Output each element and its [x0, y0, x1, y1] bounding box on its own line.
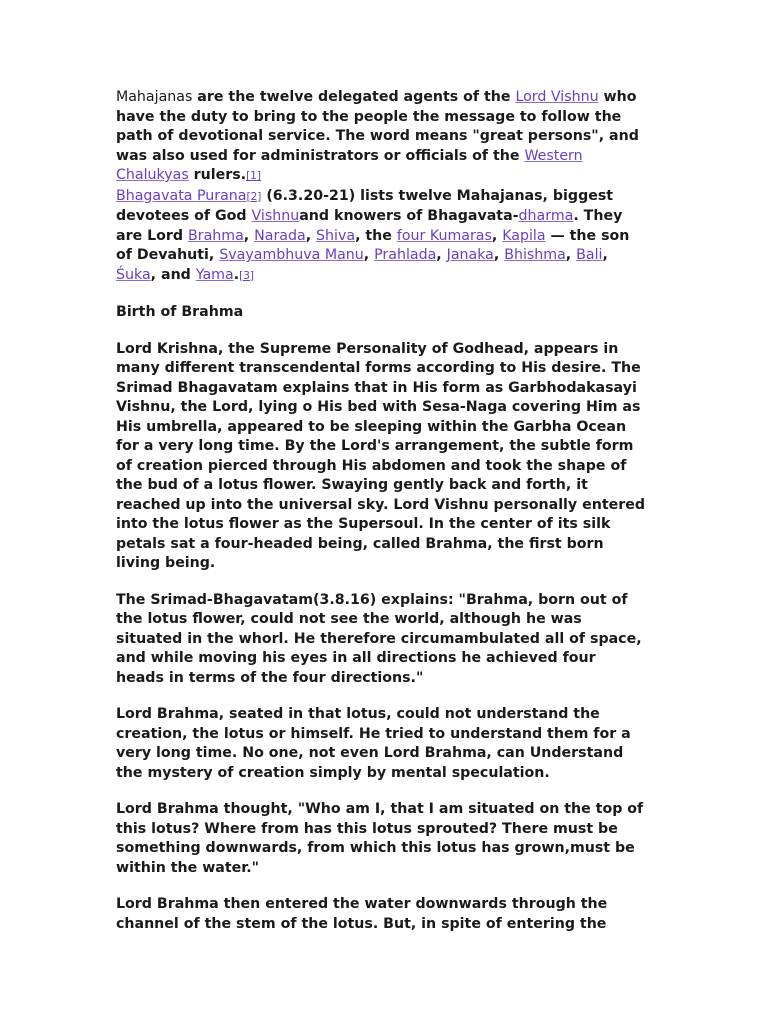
intro-paragraph: [116, 88, 648, 286]
link-yama[interactable]: Yama: [195, 266, 234, 283]
paragraph-brahma-understanding: Lord Brahma, seated in that lotus, could not understand the creation, the lotus or himself. He tried to understand them for a very long time. No one, not even Lord Brahma, can Understand the mystery of creation simply by mental speculation.: [116, 706, 631, 781]
link-dharma[interactable]: dharma: [518, 208, 574, 224]
link-janaka[interactable]: Janaka: [446, 247, 494, 263]
link-prahlada[interactable]: Prahlada: [374, 247, 437, 263]
ref-3-link[interactable]: [3]: [239, 269, 254, 282]
intro-text: rulers.: [188, 167, 247, 183]
link-suka[interactable]: Śuka: [116, 266, 151, 283]
link-shiva[interactable]: Shiva: [316, 227, 356, 244]
link-bhishma[interactable]: Bhishma: [504, 247, 566, 263]
intro-text: who have the duty to bring to the people the message to follow the path of devotional service. The word means "great persons", and was also used for administrators or officials of the: [116, 89, 639, 164]
link-bhagavata-purana[interactable]: Bhagavata Purana: [116, 187, 247, 204]
ref-2-link[interactable]: [2]: [246, 190, 262, 203]
link-four-kumaras[interactable]: four Kumaras: [396, 227, 492, 244]
separator: ,: [436, 247, 447, 263]
link-bali[interactable]: Bali: [576, 247, 603, 263]
intro-text: are the twelve delegated agents of the: [192, 89, 516, 105]
link-kapila[interactable]: Kapila: [502, 227, 546, 244]
ref-1-link[interactable]: [1]: [246, 170, 261, 182]
bhagavata-text: .: [233, 266, 240, 283]
bhagavata-text: , the: [355, 227, 397, 244]
link-vishnu[interactable]: Vishnu: [251, 208, 300, 224]
separator: ,: [565, 247, 577, 263]
bhagavata-text: . They are Lord: [116, 208, 623, 244]
paragraph-brahma-thought: Lord Brahma thought, "Who am I, that I am situated on the top of this lotus? Where from has this lotus sprouted? There must be something downwards, from which this lotus has grown,must be within the water.": [116, 801, 644, 876]
separator: ,: [602, 247, 608, 263]
separator: ,: [363, 247, 375, 263]
link-lord-vishnu[interactable]: Lord Vishnu: [515, 89, 599, 105]
bhagavata-text: and knowers of Bhagavata-: [299, 208, 519, 224]
paragraph-lotus-birth: Lord Krishna, the Supreme Personality of Godhead, appears in many different transcendental forms according to His desire. The Srimad Bhagavatam explains that in His form as Garbhodakasayi Vishnu, the Lord, lying o His bed with Sesa-Naga covering Him as His umbrella, appeared to be sleeping within the Garbha Ocean for a very long time. By the Lord's arrangement, the subtle form of creation pierced through His abdomen and took the shape of the bud of a lotus flower. Swaying gently back and forth, it reached up into the universal sky. Lord Vishnu personally entered into the lotus flower as the Supersoul. In the center of its silk petals sat a four-headed being, called Brahma, the first born living being.: [116, 340, 646, 571]
separator: ,: [243, 227, 255, 244]
paragraph-brahma-enters-water: Lord Brahma then entered the water downwards through the channel of the stem of the lotus. But, in spite of entering the: [116, 896, 608, 932]
bhagavata-text: — the son of Devahuti,: [116, 227, 630, 263]
separator: ,: [491, 227, 503, 244]
separator: ,: [305, 227, 317, 244]
bhagavata-text: , and: [150, 266, 196, 283]
link-brahma[interactable]: Brahma: [188, 227, 244, 244]
separator: ,: [493, 247, 505, 263]
section-heading: Birth of Brahma: [116, 304, 244, 320]
paragraph-bhagavatam-quote: The Srimad-Bhagavatam(3.8.16) explains: "Brahma, born out of the lotus flower, could not see the world, although he was situated in the whorl. He therefore circumambulated all of space, and while moving his eyes in all directions he achieved four heads in terms of the four directions.": [116, 591, 642, 686]
link-narada[interactable]: Narada: [254, 227, 306, 244]
term-mahajanas: Mahajanas: [116, 89, 193, 105]
bhagavata-text: (6.3.20-21) lists twelve Mahajanas, biggest devotees of God: [116, 187, 614, 224]
link-western-chalukyas[interactable]: Western Chalukyas: [116, 147, 583, 183]
link-svayambhuva-manu[interactable]: Svayambhuva Manu: [219, 247, 364, 263]
